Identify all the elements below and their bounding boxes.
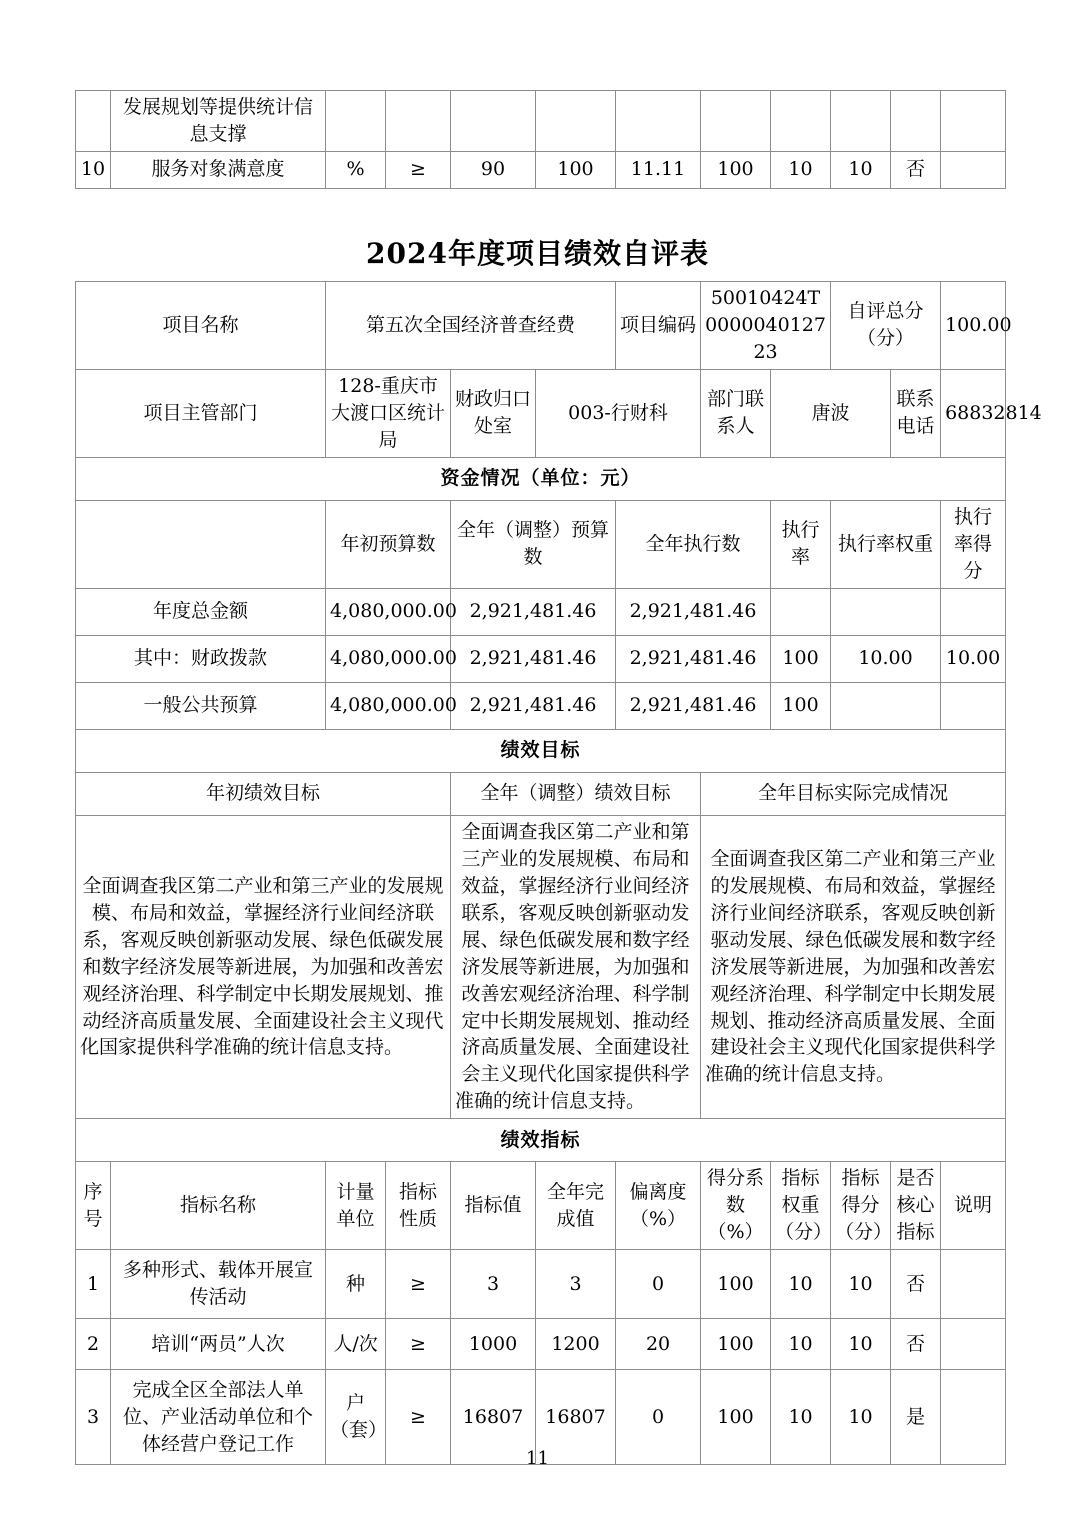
funding-row-label: 年度总金额 — [76, 588, 326, 635]
cell-actual: 100 — [536, 151, 616, 188]
cell-deviation: 11.11 — [616, 151, 701, 188]
funding-exec-rate-weight — [831, 682, 941, 729]
cell-core: 否 — [891, 1319, 941, 1370]
goals-text-row — [76, 815, 1006, 1119]
cell-coefficient — [701, 91, 771, 152]
funding-section-row — [76, 457, 1006, 500]
cell-deviation: 0 — [616, 1250, 701, 1319]
cell-note — [941, 1319, 1006, 1370]
cell-nature — [386, 91, 451, 152]
goals-header-row — [76, 772, 1006, 815]
cell-note — [941, 91, 1006, 152]
cell-nature: ≥ — [386, 1250, 451, 1319]
funding-exec-rate-score — [941, 682, 1006, 729]
funding-executed: 2,921,481.46 — [616, 682, 771, 729]
funding-initial-budget: 4,080,000.00 — [326, 682, 451, 729]
funding-executed: 2,921,481.46 — [616, 635, 771, 682]
cell-note — [941, 1250, 1006, 1319]
funding-row-label: 其中：财政拨款 — [76, 635, 326, 682]
funding-exec-rate: 100 — [771, 635, 831, 682]
phone-value: 68832814 — [941, 369, 1006, 457]
cell-core: 否 — [891, 1250, 941, 1319]
cell-coefficient: 100 — [701, 151, 771, 188]
cell-deviation — [616, 91, 701, 152]
cell-target: 90 — [451, 151, 536, 188]
performance-evaluation-table — [75, 281, 1042, 1465]
ind-header-core: 是否核心指标 — [891, 1162, 941, 1250]
contact-label: 部门联系人 — [701, 369, 771, 457]
page-title: 2024年度项目绩效自评表 — [366, 237, 709, 270]
funding-adjusted-budget: 2,921,481.46 — [451, 635, 616, 682]
funding-exec-rate-score: 10.00 — [941, 635, 1006, 682]
cell-unit: 种 — [326, 1250, 386, 1319]
cell-score: 10 — [831, 1250, 891, 1319]
continued-indicator-table-wrapper — [75, 90, 1006, 189]
contact-value: 唐波 — [771, 369, 891, 457]
page-number: 11 — [526, 1448, 549, 1469]
cell-unit: % — [326, 151, 386, 188]
ind-header-name: 指标名称 — [111, 1162, 326, 1250]
finance-office-label: 财政归口处室 — [451, 369, 536, 457]
cell-indicator-name: 培训“两员”人次 — [111, 1319, 326, 1370]
ind-header-score: 指标得分（分） — [831, 1162, 891, 1250]
funding-row — [76, 635, 1006, 682]
ind-header-coefficient: 得分系数（%） — [701, 1162, 771, 1250]
funding-adjusted-budget: 2,921,481.46 — [451, 588, 616, 635]
goal-adjusted-text: 全面调查我区第二产业和第三产业的发展规模、布局和效益，掌握经济行业间经济联系，客观反映创新驱动发展、绿色低碳发展和数字经济发展等新进展，为加强和改善宏观经济治理、科学制定中长期发展规划、推动经济高质量发展、全面建设社会主义现代化国家提供科学准确的统计信息支持。 — [451, 815, 701, 1119]
department-row — [76, 369, 1006, 457]
cell-deviation: 20 — [616, 1319, 701, 1370]
cell-nature: ≥ — [386, 151, 451, 188]
funding-initial-budget: 4,080,000.00 — [326, 588, 451, 635]
ind-header-target: 指标值 — [451, 1162, 536, 1250]
ind-header-deviation: 偏离度（%） — [616, 1162, 701, 1250]
funding-exec-rate-weight — [831, 588, 941, 635]
ind-header-weight: 指标权重（分） — [771, 1162, 831, 1250]
ind-header-unit: 计量单位 — [326, 1162, 386, 1250]
funding-header-initial-budget: 年初预算数 — [326, 500, 451, 588]
cell-seq: 10 — [76, 151, 111, 188]
cell-weight: 10 — [771, 1250, 831, 1319]
funding-initial-budget: 4,080,000.00 — [326, 635, 451, 682]
cell-score: 10 — [831, 151, 891, 188]
self-score-value: 100.00 — [941, 282, 1006, 370]
cell-seq — [76, 91, 111, 152]
funding-header-exec-rate-score: 执行率得分 — [941, 500, 1006, 588]
cell-nature: ≥ — [386, 1370, 451, 1465]
funding-header-row — [76, 500, 1006, 588]
performance-evaluation-table-wrapper — [75, 281, 1042, 1465]
project-code-value: 50010424T000004012723 — [701, 282, 831, 370]
indicators-header-row — [76, 1162, 1006, 1250]
funding-exec-rate — [771, 588, 831, 635]
cell-indicator-name: 发展规划等提供统计信息支撑 — [111, 91, 326, 152]
cell-actual: 3 — [536, 1250, 616, 1319]
indicator-row — [76, 1319, 1006, 1370]
project-name-label: 项目名称 — [76, 282, 326, 370]
cell-core: 否 — [891, 151, 941, 188]
funding-header-blank — [76, 500, 326, 588]
ind-header-seq: 序号 — [76, 1162, 111, 1250]
funding-header-executed: 全年执行数 — [616, 500, 771, 588]
project-name-value: 第五次全国经济普查经费 — [326, 282, 616, 370]
table-row — [76, 91, 1006, 152]
cell-note — [941, 151, 1006, 188]
cell-target: 3 — [451, 1250, 536, 1319]
continued-indicator-table — [75, 90, 1006, 189]
cell-actual — [536, 91, 616, 152]
funding-exec-rate-weight: 10.00 — [831, 635, 941, 682]
goal-initial-text: 全面调查我区第二产业和第三产业的发展规模、布局和效益，掌握经济行业间经济联系，客观反映创新驱动发展、绿色低碳发展和数字经济发展等新进展，为加强和改善宏观经济治理、科学制定中长期发展规划、推动经济高质量发展、全面建设社会主义现代化国家提供科学准确的统计信息支持。 — [76, 815, 451, 1119]
cell-target — [451, 91, 536, 152]
goal-actual-text: 全面调查我区第二产业和第三产业的发展规模、布局和效益，掌握经济行业间经济联系，客观反映创新驱动发展、绿色低碳发展和数字经济发展等新进展，为加强和改善宏观经济治理、科学制定中长期发展规划、推动经济高质量发展、全面建设社会主义现代化国家提供科学准确的统计信息支持。 — [701, 815, 1006, 1119]
self-score-label: 自评总分（分） — [831, 282, 941, 370]
cell-core: 是 — [891, 1370, 941, 1465]
indicators-section-title: 绩效指标 — [76, 1119, 1006, 1162]
phone-label: 联系电话 — [891, 369, 941, 457]
indicator-row — [76, 1250, 1006, 1319]
cell-indicator-name: 多种形式、载体开展宣传活动 — [111, 1250, 326, 1319]
ind-header-actual: 全年完成值 — [536, 1162, 616, 1250]
cell-coefficient: 100 — [701, 1370, 771, 1465]
project-name-row — [76, 282, 1006, 370]
funding-exec-rate: 100 — [771, 682, 831, 729]
cell-deviation: 0 — [616, 1370, 701, 1465]
cell-weight: 10 — [771, 151, 831, 188]
table-row — [76, 151, 1006, 188]
cell-unit: 人/次 — [326, 1319, 386, 1370]
cell-unit — [326, 91, 386, 152]
cell-target: 1000 — [451, 1319, 536, 1370]
funding-executed: 2,921,481.46 — [616, 588, 771, 635]
dept-value: 128-重庆市大渡口区统计局 — [326, 369, 451, 457]
funding-header-exec-rate-weight: 执行率权重 — [831, 500, 941, 588]
project-code-label: 项目编码 — [616, 282, 701, 370]
funding-row-label: 一般公共预算 — [76, 682, 326, 729]
cell-actual: 16807 — [536, 1370, 616, 1465]
cell-indicator-name: 完成全区全部法人单位、产业活动单位和个体经营户登记工作 — [111, 1370, 326, 1465]
funding-section-title: 资金情况（单位：元） — [76, 457, 1006, 500]
cell-coefficient: 100 — [701, 1319, 771, 1370]
dept-label: 项目主管部门 — [76, 369, 326, 457]
funding-adjusted-budget: 2,921,481.46 — [451, 682, 616, 729]
ind-header-nature: 指标性质 — [386, 1162, 451, 1250]
cell-score: 10 — [831, 1370, 891, 1465]
cell-score: 10 — [831, 1319, 891, 1370]
funding-row — [76, 588, 1006, 635]
cell-seq: 3 — [76, 1370, 111, 1465]
funding-header-exec-rate: 执行率 — [771, 500, 831, 588]
cell-weight: 10 — [771, 1319, 831, 1370]
goals-section-row — [76, 729, 1006, 772]
cell-actual: 1200 — [536, 1319, 616, 1370]
ind-header-note: 说明 — [941, 1162, 1006, 1250]
cell-target: 16807 — [451, 1370, 536, 1465]
goals-header-adjusted: 全年（调整）绩效目标 — [451, 772, 701, 815]
cell-weight — [771, 91, 831, 152]
funding-header-adjusted-budget: 全年（调整）预算数 — [451, 500, 616, 588]
cell-weight: 10 — [771, 1370, 831, 1465]
funding-row — [76, 682, 1006, 729]
cell-seq: 1 — [76, 1250, 111, 1319]
goals-header-initial: 年初绩效目标 — [76, 772, 451, 815]
cell-unit: 户（套） — [326, 1370, 386, 1465]
cell-seq: 2 — [76, 1319, 111, 1370]
cell-coefficient: 100 — [701, 1250, 771, 1319]
cell-core — [891, 91, 941, 152]
cell-score — [831, 91, 891, 152]
finance-office-value: 003-行财科 — [536, 369, 701, 457]
cell-indicator-name: 服务对象满意度 — [111, 151, 326, 188]
funding-exec-rate-score — [941, 588, 1006, 635]
cell-nature: ≥ — [386, 1319, 451, 1370]
indicators-section-row — [76, 1119, 1006, 1162]
goals-header-actual: 全年目标实际完成情况 — [701, 772, 1006, 815]
goals-section-title: 绩效目标 — [76, 729, 1006, 772]
